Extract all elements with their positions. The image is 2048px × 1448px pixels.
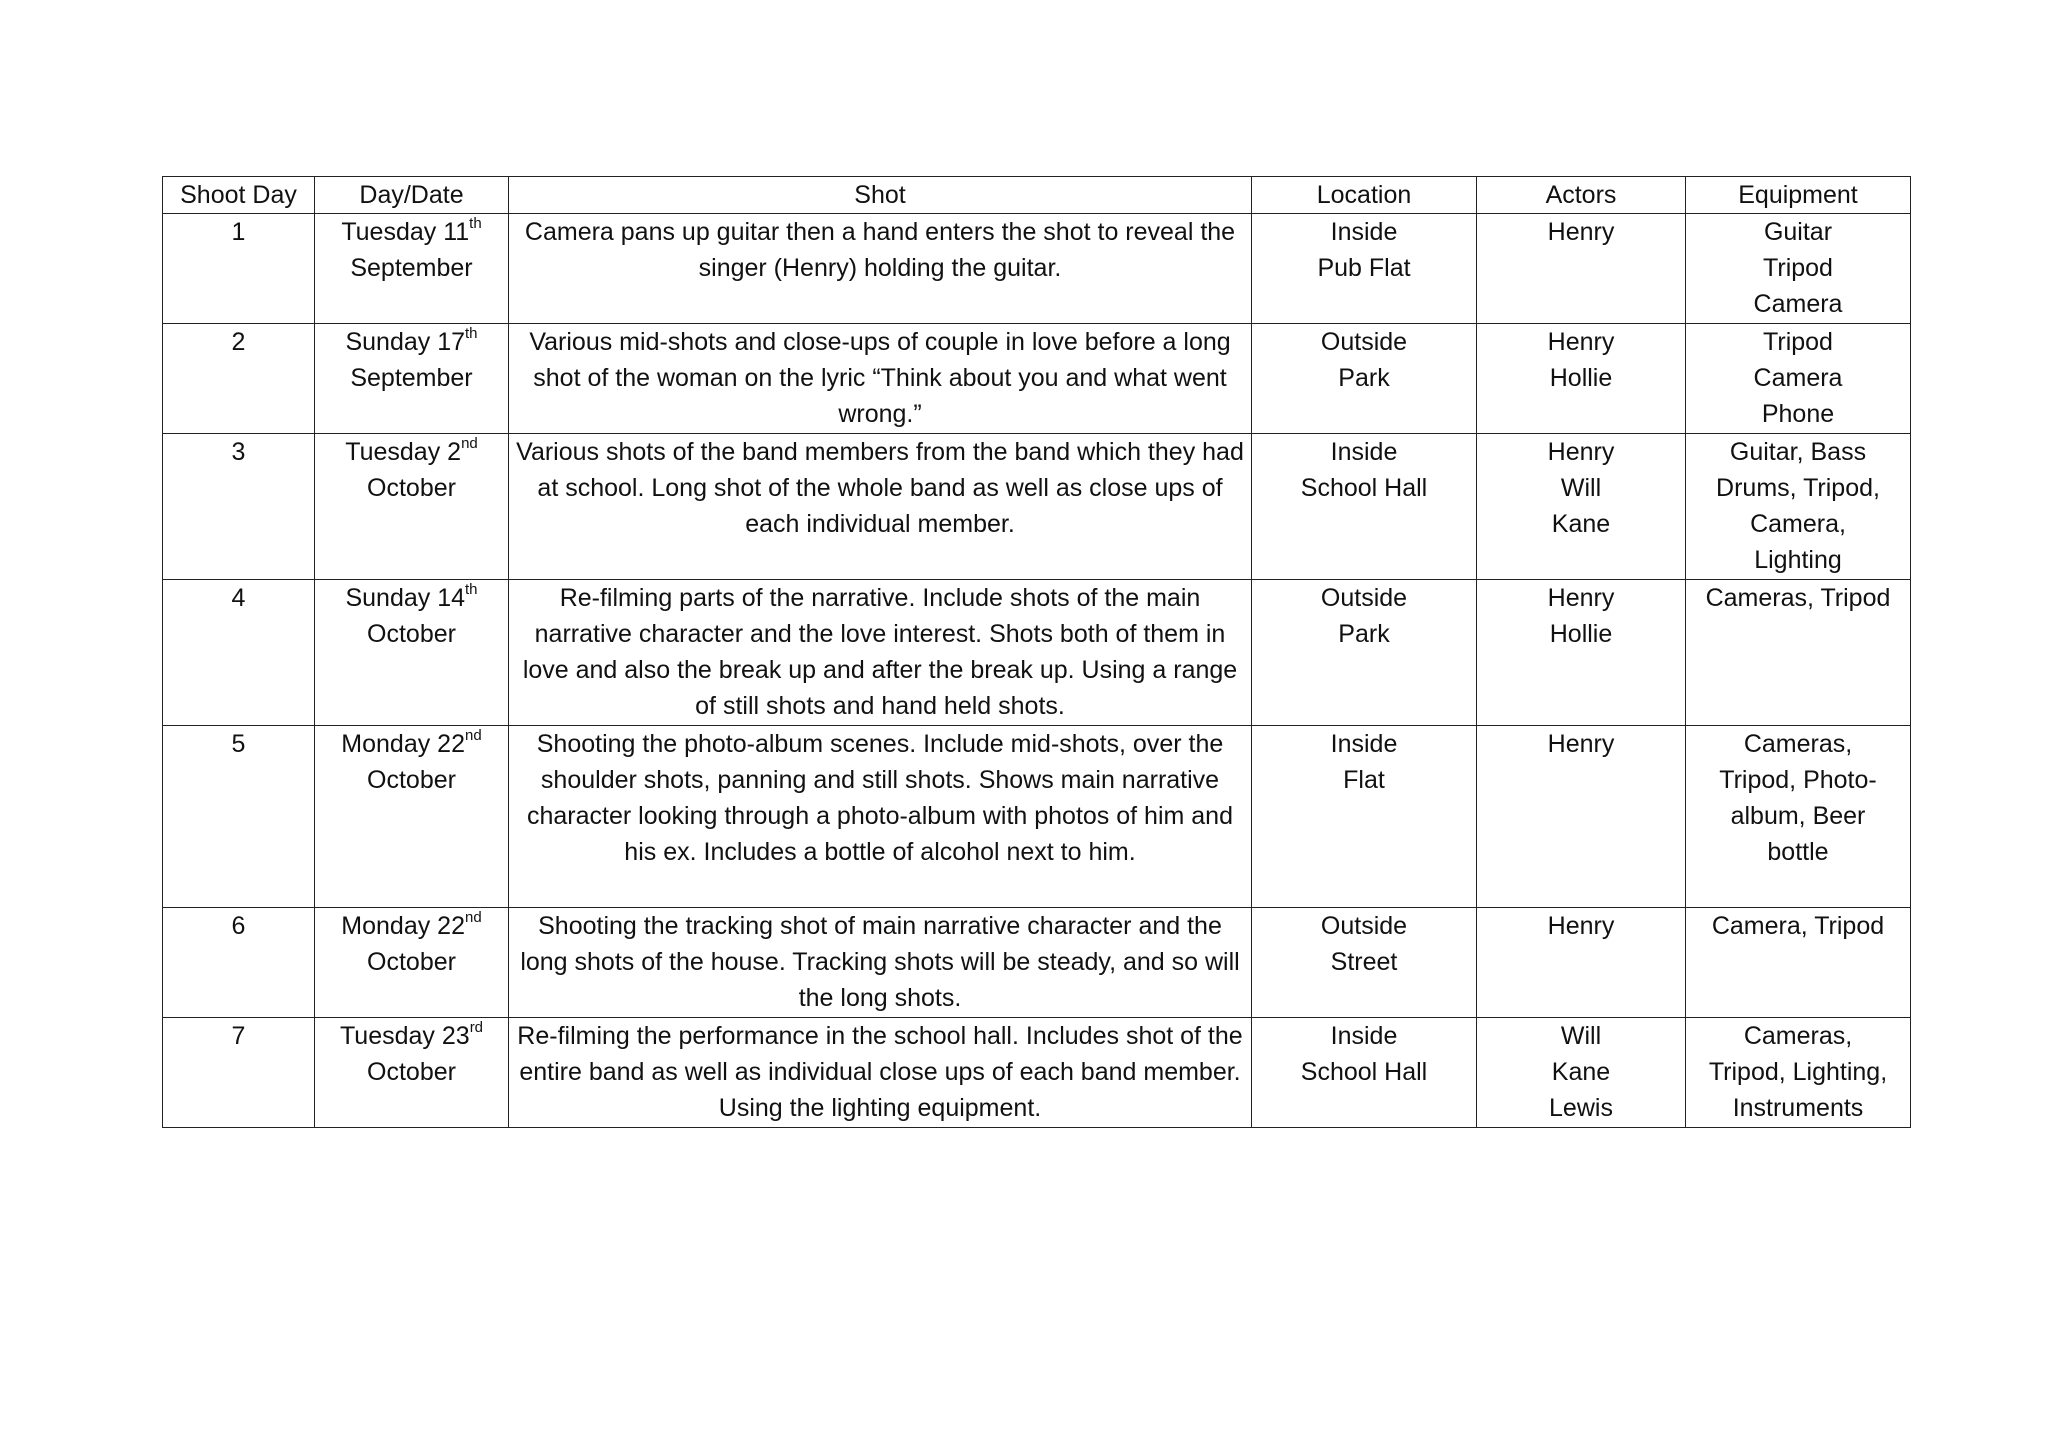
actor-name: Kane [1551, 510, 1611, 538]
cell-day-date [315, 908, 509, 1018]
cell-actors [1477, 1018, 1686, 1128]
actor-name: Henry [1547, 438, 1615, 466]
header-shot: Shot [509, 177, 1252, 214]
equipment-line: Tripod [1763, 328, 1833, 356]
location-line: Park [1338, 364, 1390, 392]
header-day-date: Day/Date [315, 177, 509, 214]
equipment-line: Drums, Tripod, [1716, 474, 1880, 502]
cell-location [1252, 1018, 1477, 1128]
cell-shot [509, 1018, 1252, 1128]
cell-shot [509, 324, 1252, 434]
cell-actors [1477, 908, 1686, 1018]
equipment-line: Phone [1761, 400, 1835, 428]
cell-day-date [315, 580, 509, 726]
date-month: October [367, 1058, 456, 1086]
cell-equipment [1686, 580, 1911, 726]
cell-actors [1477, 324, 1686, 434]
cell-location [1252, 214, 1477, 324]
location-line: Inside [1330, 438, 1398, 466]
cell-shoot-day: 6 [163, 908, 315, 1018]
actor-name: Kane [1551, 1058, 1611, 1086]
location-line: Street [1330, 948, 1398, 976]
shot-description: Re-filming parts of the narrative. Include shots of the main narrative character and the love interest. Shots both of them in love and also the break up and after the break up. Using a range of still shots and hand held shots. [522, 584, 1238, 720]
equipment-line: bottle [1767, 838, 1829, 866]
cell-equipment [1686, 434, 1911, 580]
date-month: October [367, 948, 456, 976]
date-month: September [350, 364, 473, 392]
cell-shoot-day: 2 [163, 324, 315, 434]
date-weekday: Tuesday 11 [341, 218, 470, 246]
cell-equipment [1686, 324, 1911, 434]
cell-location [1252, 434, 1477, 580]
location-line: Outside [1320, 912, 1408, 940]
table-body [163, 214, 1911, 1128]
date-weekday-line [321, 908, 502, 944]
header-location: Location [1252, 177, 1477, 214]
cell-actors [1477, 214, 1686, 324]
header-actors: Actors [1477, 177, 1686, 214]
table-row [163, 580, 1911, 726]
date-ordinal-suffix: nd [465, 726, 482, 744]
location-line: Inside [1330, 218, 1398, 246]
equipment-line: Camera [1753, 290, 1843, 318]
table-row [163, 434, 1911, 580]
cell-actors [1477, 434, 1686, 580]
table-row [163, 214, 1911, 324]
date-month: October [367, 766, 456, 794]
cell-day-date [315, 214, 509, 324]
date-ordinal-suffix: th [465, 324, 478, 342]
equipment-line: Guitar [1763, 218, 1833, 246]
equipment-line: Cameras, [1743, 730, 1853, 758]
actor-name: Henry [1547, 218, 1615, 246]
date-weekday-line [321, 434, 502, 470]
cell-day-date [315, 1018, 509, 1128]
shot-description: Camera pans up guitar then a hand enters the shot to reveal the singer (Henry) holding the guitar. [524, 218, 1236, 282]
cell-location [1252, 580, 1477, 726]
cell-shot [509, 580, 1252, 726]
shot-description: Shooting the tracking shot of main narrative character and the long shots of the house. Tracking shots will be steady, and so will the long shots. [520, 912, 1240, 1012]
cell-shoot-day: 3 [163, 434, 315, 580]
shot-description: Various shots of the band members from the band which they had at school. Long shot of the whole band as well as close ups of each individual member. [516, 438, 1244, 538]
location-line: School Hall [1300, 1058, 1428, 1086]
location-line: Outside [1320, 584, 1408, 612]
table-row [163, 1018, 1911, 1128]
date-weekday-line [321, 1018, 502, 1054]
date-weekday: Monday 22 [341, 730, 465, 758]
location-line: School Hall [1300, 474, 1428, 502]
actor-name: Henry [1547, 328, 1615, 356]
equipment-line: Camera, Tripod [1711, 912, 1885, 940]
date-month: September [350, 254, 473, 282]
cell-day-date [315, 434, 509, 580]
shot-description: Shooting the photo-album scenes. Include mid-shots, over the shoulder shots, panning and still shots. Shows main narrative character looking through a photo-album with photos of him and his ex. Includes a bottle of alcohol next to him. [527, 730, 1233, 866]
date-ordinal-suffix: th [465, 580, 478, 598]
table-row [163, 908, 1911, 1018]
equipment-line: Lighting [1754, 546, 1842, 574]
equipment-line: Tripod [1763, 254, 1833, 282]
date-weekday-line [321, 726, 502, 762]
date-ordinal-suffix: nd [461, 434, 478, 452]
cell-day-date [315, 726, 509, 908]
actor-name: Lewis [1549, 1094, 1613, 1122]
actor-name: Hollie [1549, 364, 1613, 392]
location-line: Inside [1330, 1022, 1398, 1050]
actor-name: Hollie [1549, 620, 1613, 648]
equipment-line: Cameras, [1743, 1022, 1853, 1050]
location-line: Inside [1330, 730, 1398, 758]
shot-description: Various mid-shots and close-ups of couple in love before a long shot of the woman on the lyric “Think about you and what went wrong.” [529, 328, 1231, 428]
date-weekday: Sunday 17 [345, 328, 466, 356]
date-weekday: Monday 22 [341, 912, 465, 940]
date-weekday-line [321, 580, 502, 616]
cell-shoot-day: 1 [163, 214, 315, 324]
equipment-line: album, Beer [1730, 802, 1866, 830]
date-weekday: Tuesday 2 [345, 438, 462, 466]
cell-shot [509, 908, 1252, 1018]
equipment-line: Tripod, Photo- [1719, 766, 1877, 794]
date-month: October [367, 474, 456, 502]
table-row [163, 324, 1911, 434]
cell-location [1252, 324, 1477, 434]
equipment-line: Camera, [1750, 510, 1846, 538]
actor-name: Henry [1547, 730, 1615, 758]
date-weekday: Tuesday 23 [339, 1022, 470, 1050]
cell-equipment [1686, 214, 1911, 324]
cell-shot [509, 726, 1252, 908]
shot-description: Re-filming the performance in the school hall. Includes shot of the entire band as well as individual close ups of each band member. Using the lighting equipment. [517, 1022, 1243, 1122]
header-equipment: Equipment [1686, 177, 1911, 214]
actor-name: Henry [1547, 912, 1615, 940]
cell-shoot-day: 7 [163, 1018, 315, 1128]
equipment-line: Instruments [1732, 1094, 1864, 1122]
cell-shoot-day: 5 [163, 726, 315, 908]
cell-equipment [1686, 726, 1911, 908]
header-shoot-day: Shoot Day [163, 177, 315, 214]
date-ordinal-suffix: nd [465, 908, 482, 926]
header-row [163, 177, 1911, 214]
date-ordinal-suffix: rd [469, 1018, 484, 1036]
location-line: Park [1338, 620, 1390, 648]
actor-name: Henry [1547, 584, 1615, 612]
cell-actors [1477, 726, 1686, 908]
equipment-line: Tripod, Lighting, [1708, 1058, 1888, 1086]
actor-name: Will [1560, 474, 1602, 502]
cell-equipment [1686, 908, 1911, 1018]
equipment-line: Guitar, Bass [1729, 438, 1867, 466]
equipment-line: Camera [1753, 364, 1843, 392]
cell-shoot-day: 4 [163, 580, 315, 726]
table-row [163, 726, 1911, 908]
cell-shot [509, 214, 1252, 324]
location-line: Pub Flat [1317, 254, 1411, 282]
date-weekday-line [321, 324, 502, 360]
date-weekday-line [321, 214, 502, 250]
cell-equipment [1686, 1018, 1911, 1128]
cell-location [1252, 908, 1477, 1018]
actor-name: Will [1560, 1022, 1602, 1050]
date-month: October [367, 620, 456, 648]
cell-shot [509, 434, 1252, 580]
date-ordinal-suffix: th [469, 214, 482, 232]
cell-actors [1477, 580, 1686, 726]
shooting-schedule-table [162, 176, 1911, 1128]
cell-day-date [315, 324, 509, 434]
date-weekday: Sunday 14 [345, 584, 466, 612]
location-line: Outside [1320, 328, 1408, 356]
cell-location [1252, 726, 1477, 908]
location-line: Flat [1343, 766, 1385, 794]
equipment-line: Cameras, Tripod [1705, 584, 1891, 612]
